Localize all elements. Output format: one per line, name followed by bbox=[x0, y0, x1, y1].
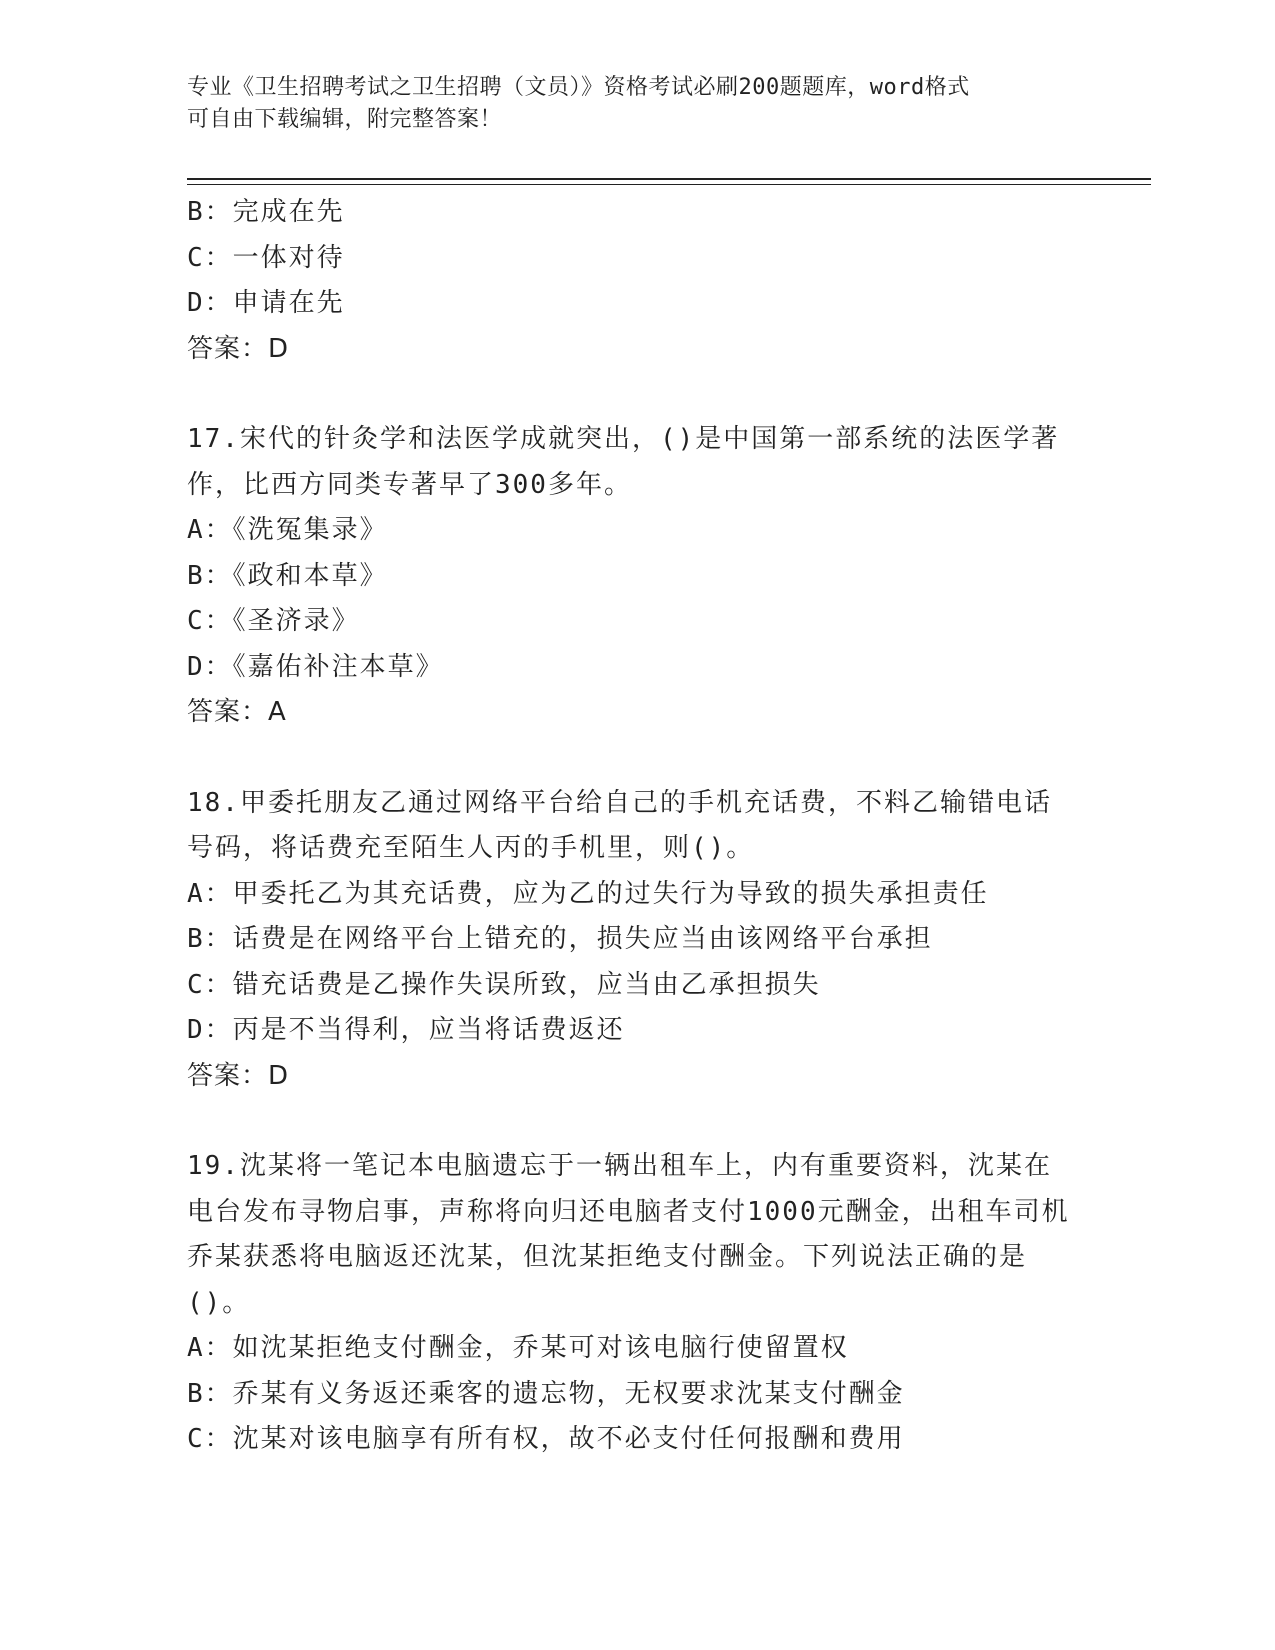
option-c: C：一体对待 bbox=[187, 242, 345, 273]
question-block-19 bbox=[187, 1144, 1077, 1463]
document-header bbox=[187, 72, 1067, 136]
question-block-18 bbox=[187, 781, 1077, 1100]
option-d: D：丙是不当得利，应当将话费返还 bbox=[187, 1015, 625, 1045]
option-b: B：《政和本草》 bbox=[187, 560, 388, 591]
question-text: 19.沈某将一笔记本电脑遗忘于一辆出租车上，内有重要资料，沈某在电台发布寻物启事，声称将向归还电脑者支付1000元酬金，出租车司机乔某获悉将电脑返还沈某，但沈某拒绝支付酬金。下列说法正确的是()。 bbox=[187, 1151, 1070, 1318]
question-text: 18.甲委托朋友乙通过网络平台给自己的手机充话费，不料乙输错电话号码，将话费充至陌生人丙的手机里，则()。 bbox=[187, 787, 1052, 863]
spacer bbox=[187, 736, 1077, 781]
answer-line: 答案：A bbox=[187, 697, 287, 727]
option-b: B：话费是在网络平台上错充的，损失应当由该网络平台承担 bbox=[187, 924, 933, 954]
option-a: A：如沈某拒绝支付酬金，乔某可对该电脑行使留置权 bbox=[187, 1333, 849, 1363]
question-block-17 bbox=[187, 417, 1077, 736]
answer-line: 答案：D bbox=[187, 333, 290, 364]
header-line-1: 专业《卫生招聘考试之卫生招聘（文员）》资格考试必刷200题题库，word格式 bbox=[187, 75, 970, 100]
option-b: B：乔某有义务返还乘客的遗忘物，无权要求沈某支付酬金 bbox=[187, 1378, 905, 1409]
question-block-16 bbox=[187, 190, 1077, 372]
option-d: D：《嘉佑补注本草》 bbox=[187, 651, 444, 682]
option-a: A：《洗冤集录》 bbox=[187, 515, 388, 545]
answer-line: 答案：D bbox=[187, 1060, 290, 1091]
question-text: 17.宋代的针灸学和法医学成就突出，()是中国第一部系统的法医学著作，比西方同类专著早了300多年。 bbox=[187, 424, 1060, 500]
option-c: C：沈某对该电脑享有所有权，故不必支付任何报酬和费用 bbox=[187, 1424, 905, 1454]
option-a: A：甲委托乙为其充话费，应为乙的过失行为导致的损失承担责任 bbox=[187, 878, 989, 909]
document-body bbox=[187, 190, 1077, 1463]
option-c: C：错充话费是乙操作失误所致，应当由乙承担损失 bbox=[187, 969, 821, 1000]
spacer bbox=[187, 372, 1077, 417]
spacer bbox=[187, 1099, 1077, 1144]
header-rule-thick bbox=[187, 178, 1151, 180]
option-b: B：完成在先 bbox=[187, 197, 345, 227]
header-line-2: 可自由下载编辑，附完整答案！ bbox=[187, 107, 503, 132]
option-c: C：《圣济录》 bbox=[187, 606, 360, 636]
header-rule-thin bbox=[187, 184, 1151, 185]
option-d: D：申请在先 bbox=[187, 288, 345, 318]
